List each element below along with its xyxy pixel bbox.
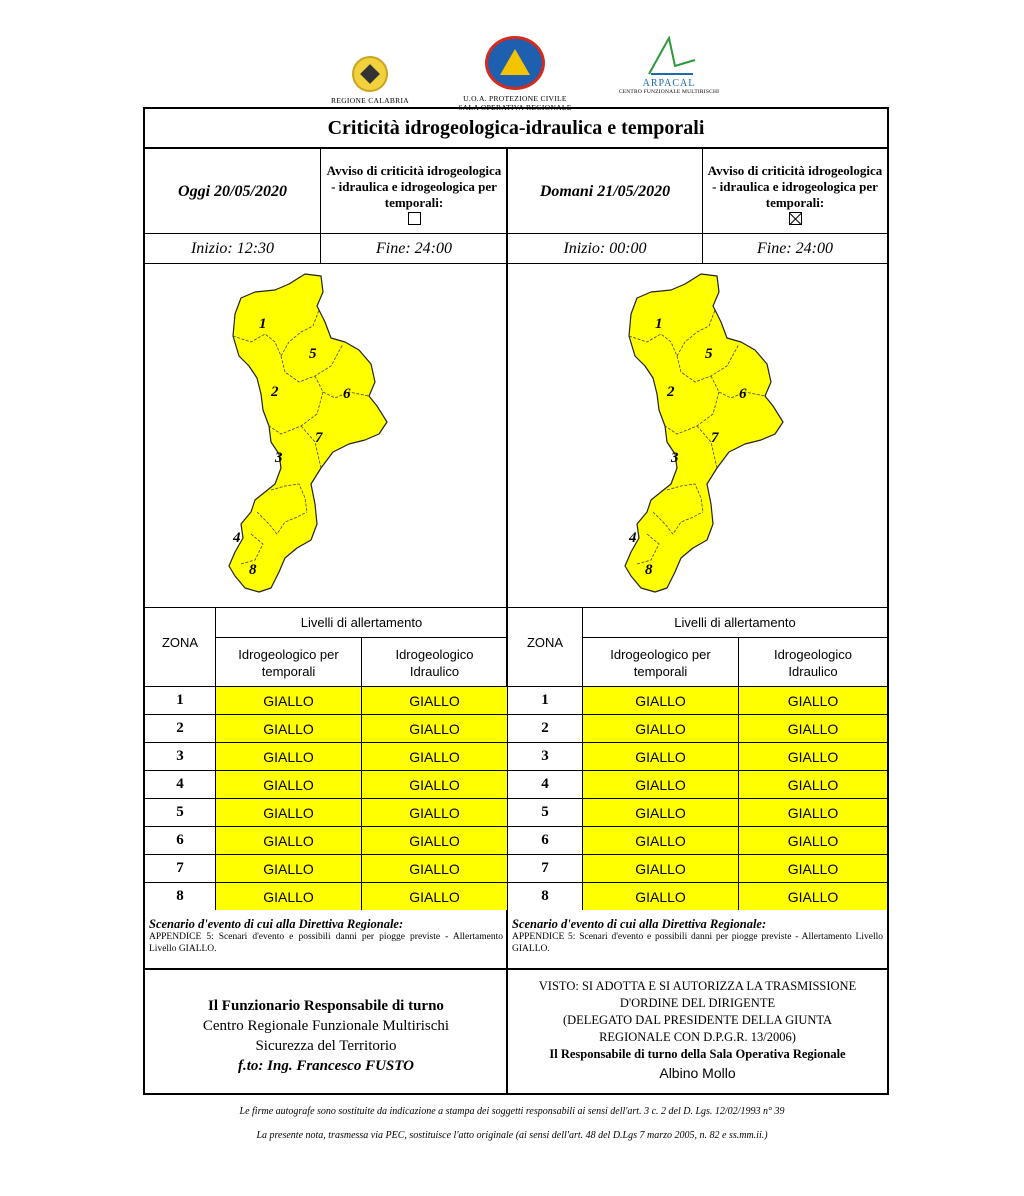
col-temporali-line1: Idrogeologico per: [610, 646, 711, 662]
tomorrow-calabria-map: [615, 272, 795, 598]
tomorrow-avviso-checkbox[interactable]: [789, 212, 802, 225]
col-idraulico-header: [738, 638, 887, 687]
level-idraulico-cell: GIALLO: [738, 827, 887, 854]
zone-label: 8: [645, 562, 653, 578]
scenario-body: APPENDICE 5: Scenari d'evento e possibili danni per piogge previste - Allertamento Livello GIALLO.: [512, 932, 883, 954]
tomorrow-table: [508, 608, 887, 911]
table-row: [508, 799, 887, 827]
sig-left-name: f.to: Ing. Francesco FUSTO: [238, 1058, 414, 1074]
zone-label: 2: [271, 384, 279, 400]
protezione-civile-badge-icon: [485, 36, 545, 90]
bulletin-frame: [143, 107, 889, 1095]
today-inizio: Inizio: 12:30: [190, 240, 275, 257]
sig-right-role: Il Responsabile di turno della Sala Operativa Regionale: [549, 1047, 846, 1061]
zona-cell: 4: [508, 771, 583, 798]
tomorrow-scenario: [508, 913, 887, 970]
tomorrow-inizio: Inizio: 00:00: [563, 240, 647, 257]
arpacal-logo: [604, 36, 734, 95]
today-table-rows: [145, 687, 507, 911]
zona-header: ZONA: [508, 608, 583, 687]
zone-label: 7: [711, 430, 719, 446]
level-temporali-cell: GIALLO: [583, 855, 738, 882]
arpacal-sub-label: CENTRO FUNZIONALE MULTIRISCHI: [618, 89, 720, 95]
zone-label: 5: [309, 346, 317, 362]
zone-label: 3: [671, 450, 679, 466]
table-row: [508, 687, 887, 715]
level-temporali-cell: GIALLO: [583, 799, 738, 826]
col-temporali-header: [583, 638, 738, 687]
table-row: [508, 771, 887, 799]
region-outline: [229, 274, 387, 592]
table-row: [145, 715, 507, 743]
today-scenario: [145, 913, 507, 970]
level-temporali-cell: GIALLO: [583, 715, 738, 742]
level-idraulico-cell: GIALLO: [738, 799, 887, 826]
footer-note-2: La presente nota, trasmessa via PEC, sostituisce l'atto originale (ai sensi dell'art. 48 del D.Lgs 7 marzo 2005, n. 82 e ss.mm.ii.): [256, 1130, 768, 1141]
level-idraulico-cell: GIALLO: [738, 855, 887, 882]
tomorrow-table-header: [508, 608, 887, 687]
table-row: [145, 743, 507, 771]
scenario-title: Scenario d'evento di cui alla Direttiva Regionale:: [512, 917, 767, 931]
level-temporali-cell: GIALLO: [216, 771, 361, 798]
livelli-header: Livelli di allertamento: [216, 608, 507, 638]
level-idraulico-cell: GIALLO: [361, 687, 507, 714]
zona-cell: 6: [145, 827, 216, 854]
zona-cell: 8: [508, 883, 583, 910]
protezione-civile-logo: [445, 36, 585, 112]
zone-label: 6: [739, 386, 747, 402]
zona-cell: 3: [508, 743, 583, 770]
zone-label: 4: [629, 530, 637, 546]
level-idraulico-cell: GIALLO: [361, 799, 507, 826]
sig-right-visto: VISTO: SI ADOTTA E SI AUTORIZZA LA TRASMISSIONE: [538, 979, 857, 993]
today-map-area: [145, 264, 507, 608]
col-temporali-line2: temporali: [633, 663, 688, 679]
table-row: [145, 687, 507, 715]
col-temporali-line1: Idrogeologico per: [238, 646, 339, 662]
signature-left: [145, 970, 507, 1093]
tomorrow-fine: Fine: 24:00: [702, 234, 887, 264]
sig-left-dept: Sicurezza del Territorio: [255, 1038, 397, 1054]
zona-cell: 4: [145, 771, 216, 798]
tomorrow-header-row: [508, 149, 887, 234]
today-avviso-checkbox[interactable]: [408, 212, 421, 225]
table-row: [508, 883, 887, 911]
col-idraulico-line2: Idraulico: [409, 663, 460, 679]
uoa-label-line1: U.O.A. PROTEZIONE CIVILE: [463, 94, 567, 103]
level-idraulico-cell: GIALLO: [738, 687, 887, 714]
bulletin-title: Criticità idrogeologica-idraulica e temporali: [145, 109, 887, 149]
zona-cell: 3: [145, 743, 216, 770]
sig-left-office: Centro Regionale Funzionale Multirischi: [202, 1018, 450, 1034]
level-temporali-cell: GIALLO: [583, 687, 738, 714]
arpacal-mark-icon: [639, 36, 699, 76]
level-temporali-cell: GIALLO: [216, 883, 361, 910]
level-temporali-cell: GIALLO: [216, 827, 361, 854]
table-row: [145, 799, 507, 827]
sig-right-delegato: (DELEGATO DAL PRESIDENTE DELLA GIUNTA: [562, 1013, 833, 1027]
tomorrow-map-area: [508, 264, 887, 608]
table-row: [145, 827, 507, 855]
uoa-label-line2: SALA OPERATIVA REGIONALE: [458, 103, 572, 112]
col-temporali-line2: temporali: [261, 663, 316, 679]
tomorrow-table-rows: [508, 687, 887, 911]
level-temporali-cell: GIALLO: [583, 771, 738, 798]
zona-cell: 2: [508, 715, 583, 742]
region-outline: [625, 274, 783, 592]
today-header-row: [145, 149, 507, 234]
col-idraulico-line1: Idrogeologico: [395, 646, 474, 662]
level-temporali-cell: GIALLO: [216, 799, 361, 826]
level-idraulico-cell: GIALLO: [361, 855, 507, 882]
level-temporali-cell: GIALLO: [216, 855, 361, 882]
level-idraulico-cell: GIALLO: [361, 743, 507, 770]
table-row: [145, 771, 507, 799]
table-row: [508, 855, 887, 883]
level-idraulico-cell: GIALLO: [361, 827, 507, 854]
table-row: [508, 827, 887, 855]
level-temporali-cell: GIALLO: [216, 715, 361, 742]
today-fine: Fine: 24:00: [320, 234, 507, 264]
today-table: [145, 608, 507, 911]
level-idraulico-cell: GIALLO: [361, 883, 507, 910]
zona-cell: 7: [145, 855, 216, 882]
zona-header: ZONA: [145, 608, 216, 687]
level-temporali-cell: GIALLO: [216, 743, 361, 770]
livelli-header: Livelli di allertamento: [583, 608, 887, 638]
sig-left-role: Il Funzionario Responsabile di turno: [208, 998, 444, 1014]
footer-note-1: Le firme autografe sono sostituite da indicazione a stampa dei soggetti responsabili ai sensi dell'art. 3 c. 2 del D. Lgs. 12/02/1993 n° 39: [239, 1106, 785, 1117]
tomorrow-avviso-label: Avviso di criticità idrogeologica - idraulica e idrogeologica per temporali:: [707, 163, 883, 210]
sig-right-name: Albino Mollo: [659, 1065, 736, 1081]
col-idraulico-line1: Idrogeologico: [773, 646, 853, 662]
today-avviso: [320, 149, 507, 234]
arpacal-label: ARPACAL: [642, 78, 696, 89]
zona-cell: 7: [508, 855, 583, 882]
today-time-row: [145, 234, 507, 264]
today-table-header: [145, 608, 507, 687]
level-idraulico-cell: GIALLO: [738, 743, 887, 770]
today-avviso-label: Avviso di criticità idrogeologica - idraulica e idrogeologica per temporali:: [326, 163, 502, 210]
zona-cell: 1: [145, 687, 216, 714]
regione-label: REGIONE CALABRIA: [331, 96, 409, 105]
header-logos: [0, 30, 1024, 110]
today-calabria-map: [219, 272, 399, 598]
col-temporali-header: [216, 638, 361, 687]
today-date: Oggi 20/05/2020: [178, 182, 287, 200]
signature-right: [508, 970, 887, 1093]
zone-label: 1: [655, 316, 663, 332]
level-idraulico-cell: GIALLO: [361, 771, 507, 798]
col-idraulico-header: [361, 638, 507, 687]
table-row: [145, 883, 507, 911]
table-row: [145, 855, 507, 883]
regione-seal-icon: [352, 56, 388, 92]
zona-cell: 1: [508, 687, 583, 714]
zone-label: 5: [705, 346, 713, 362]
level-idraulico-cell: GIALLO: [738, 715, 887, 742]
scenario-title: Scenario d'evento di cui alla Direttiva Regionale:: [149, 917, 404, 931]
tomorrow-avviso: [702, 149, 887, 234]
table-row: [508, 743, 887, 771]
zone-label: 6: [343, 386, 351, 402]
level-temporali-cell: GIALLO: [216, 687, 361, 714]
zona-cell: 6: [508, 827, 583, 854]
level-idraulico-cell: GIALLO: [738, 883, 887, 910]
level-temporali-cell: GIALLO: [583, 827, 738, 854]
zona-cell: 2: [145, 715, 216, 742]
zona-cell: 5: [145, 799, 216, 826]
col-idraulico-line2: Idraulico: [788, 663, 838, 679]
level-temporali-cell: GIALLO: [583, 883, 738, 910]
regione-calabria-logo: [322, 56, 418, 105]
scenario-body: APPENDICE 5: Scenari d'evento e possibili danni per piogge previste - Allertamento Livello GIALLO.: [149, 932, 503, 954]
level-idraulico-cell: GIALLO: [738, 771, 887, 798]
sig-right-ordine: D'ORDINE DEL DIRIGENTE: [619, 996, 776, 1010]
zone-label: 8: [249, 562, 257, 578]
zona-cell: 8: [145, 883, 216, 910]
level-idraulico-cell: GIALLO: [361, 715, 507, 742]
zone-label: 4: [233, 530, 241, 546]
sig-right-dpgr: REGIONALE CON D.P.G.R. 13/2006): [599, 1030, 796, 1044]
level-temporali-cell: GIALLO: [583, 743, 738, 770]
zone-label: 1: [259, 316, 267, 332]
tomorrow-date: Domani 21/05/2020: [539, 182, 671, 200]
zone-label: 2: [667, 384, 675, 400]
table-row: [508, 715, 887, 743]
zona-cell: 5: [508, 799, 583, 826]
zone-label: 3: [275, 450, 283, 466]
zone-label: 7: [315, 430, 323, 446]
tomorrow-time-row: [508, 234, 887, 264]
